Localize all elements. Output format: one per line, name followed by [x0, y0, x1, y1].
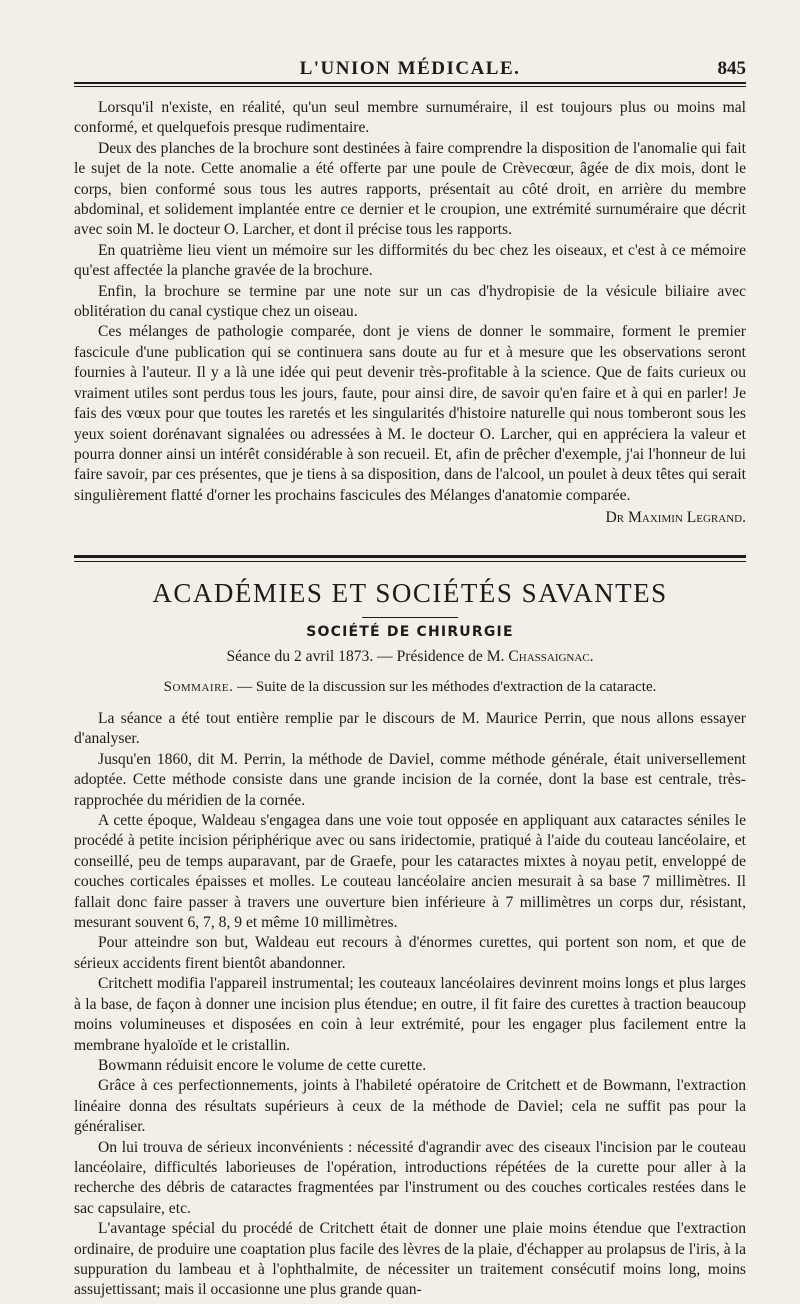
paragraph: On lui trouva de sérieux inconvénients : nécessité d'agrandir avec des ciseaux l'incision par le couteau lancéolaire, difficultés laborieuses de l'opération, introductions répétées de la curette pour aller à la recherche des débris de cataractes fragmentées par l'instrument ou des couches corticales restées dans le sac capsulaire, etc. [74, 1138, 746, 1217]
society-heading: SOCIÉTÉ DE CHIRURGIE [306, 624, 514, 640]
paragraph: Bowmann réduisit encore le volume de cette curette. [98, 1056, 427, 1074]
session-president: Chassaignac. [508, 648, 594, 665]
paragraph: Jusqu'en 1860, dit M. Perrin, la méthode de Daviel, comme méthode générale, était universellement adoptée. Cette méthode consiste dans une grande incision de la cornée, dont la base est centrale, très-rapprochée du méridien de la cornée. [74, 750, 746, 809]
paragraph: A cette époque, Waldeau s'engagea dans une voie tout opposée en appliquant aux cataractes séniles le procédé à petite incision périphérique avec ou sans iridectomie, pratiqué à l'aide du couteau lancéolaire, et conseillé, peu de temps auparavant, par de Graefe, pour les cataractes mixtes à noyau petit, enveloppé de couches corticales épaisses et molles. Le couteau lancéolaire ancien mesurait à sa base 7 millimètres. Il fallait donc faire passer à travers une ouverture bien inférieure à 7 millimètres un corps dur, résistant, mesurant souvent 6, 7, 8, 9 et même 10 millimètres. [74, 812, 746, 932]
header-rule [74, 82, 746, 84]
paragraph: Ces mélanges de pathologie comparée, dont je viens de donner le sommaire, forment le premier fascicule d'une publication qui se continuera sans doute au fur et à mesure que les observations seront fournies à l'auteur. Il y a là une idée qui peut devenir très-profitable à la science. Que de faits curieux ou vraiment utiles sont perdus tous les jours, faute, pour ainsi dire, de savoir qu'en faire et à qui en parler! Je fais des vœux pour que toutes les raretés et les singularités d'histoire naturelle qui nous tomberont sous les yeux soient dorénavant signalées ou adressées à M. le docteur O. Larcher, qui en appréciera la valeur et pourra donner ainsi un intérêt considérable à son recueil. Et, afin de prêcher d'exemple, j'ai l'honneur de lui faire savoir, par ces présentes, que je tiens à sa disposition, dans de l'alcool, un poulet à deux têtes qui serait singulièrement flatté d'orner les prochains fascicules des Mélanges d'anatomie comparée. [74, 323, 746, 504]
paragraph: L'avantage spécial du procédé de Critchett était de donner une plaie moins étendue que l'extraction ordinaire, de produire une coaptation plus facile des lèvres de la plaie, d'échapper au prolapsus de l'iris, à la suppuration du lambeau et à l'ophthalmite, de nécessiter un traitement consécutif moins long, moins assujettissant; mais il occasionne une plus grande quan- [74, 1220, 746, 1299]
paragraph: Grâce à ces perfectionnements, joints à l'habileté opératoire de Critchett et de Bowmann, l'extraction linéaire donna des résultats supérieurs à ceux de la méthode de Daviel; cela ne suffit pas pour la généraliser. [74, 1077, 746, 1136]
header-rule-thin [74, 86, 746, 87]
summary-line [74, 679, 746, 696]
session-report [74, 709, 746, 1301]
paragraph: Critchett modifia l'appareil instrumental; les couteaux lancéolaires devinrent moins longs et plus larges à la base, de façon à donner une incision plus étendue; en outre, il fit faire des curettes à traction beaucoup moins volumineuses et disposées en coin à leur extrémité, pour les engager plus facilement entre la membrane hyaloïde et le cristallin. [74, 975, 746, 1054]
section-rule-thin [74, 561, 746, 562]
author-signature: Dr Maximin Legrand. [605, 509, 746, 527]
section-title: ACADÉMIES ET SOCIÉTÉS SAVANTES [152, 578, 668, 608]
summary-label: Sommaire. [163, 679, 234, 695]
running-title: L'UNION MÉDICALE. [299, 58, 521, 79]
session-date: Séance du 2 avril 1873. — Présidence de M. [226, 648, 505, 665]
title-underline [362, 617, 458, 618]
paragraph: Enfin, la brochure se termine par une note sur un cas d'hydropisie de la vésicule biliaire avec oblitération du canal cystique chez un oiseau. [74, 282, 746, 321]
paragraph: Lorsqu'il n'existe, en réalité, qu'un seul membre surnuméraire, il est toujours plus ou moins mal conformé, et quelquefois presque rudimentaire. [74, 99, 746, 137]
paragraph: Deux des planches de la brochure sont destinées à faire comprendre la disposition de l'anomalie qui fait le sujet de la note. Cette anomalie a été offerte par une poule de Crèvecœur, âgée de dix mois, dont le corps, bien conformé sous tous les autres rapports, présentait au côté droit, en arrière du membre abdominal, et solidement implantée entre ce dernier et le croupion, une extrémité surnuméraire que décrit avec soin M. le docteur O. Larcher, et dont il précise tous les rapports. [74, 139, 746, 239]
paragraph: La séance a été tout entière remplie par le discours de M. Maurice Perrin, que nous allons essayer d'analyser. [74, 710, 746, 748]
session-line [74, 648, 746, 666]
section-rule [74, 555, 746, 558]
review-text [74, 98, 746, 529]
page-number: 845 [717, 58, 746, 79]
summary-text: — Suite de la discussion sur les méthodes d'extraction de la cataracte. [237, 679, 657, 695]
paragraph: En quatrième lieu vient un mémoire sur les difformités du bec chez les oiseaux, et c'est à ce mémoire qu'est affectée la planche gravée de la brochure. [74, 241, 746, 280]
paragraph: Pour atteindre son but, Waldeau eut recours à d'énormes curettes, qui portent son nom, et que de sérieux accidents firent bientôt abandonner. [74, 934, 746, 972]
